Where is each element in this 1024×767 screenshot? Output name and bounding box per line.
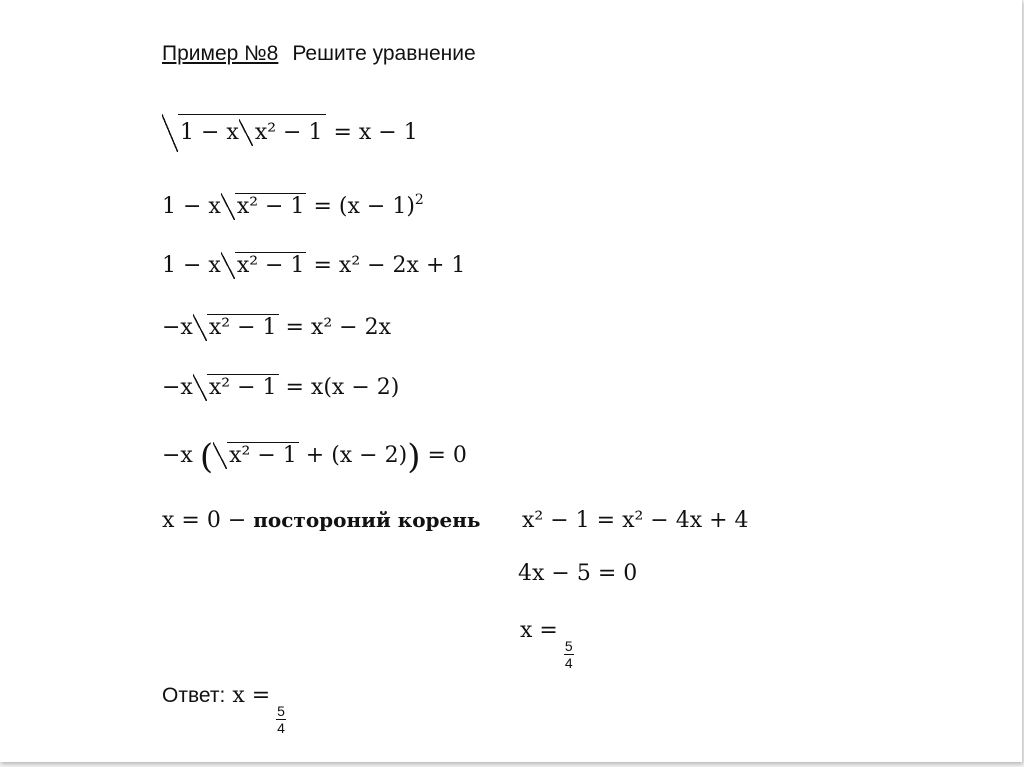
sqrt: x² − 1 [213,445,299,467]
equation-rhs: = 0 [427,443,467,468]
sqrt: x² − 1 [221,196,307,218]
right-line-1: x² − 1 = x² − 4x + 4 [522,508,749,533]
equation-line-4 [162,317,391,339]
outer-sqrt [162,122,326,144]
equation-line-1 [162,122,418,144]
equation-line-3 [162,255,465,277]
right-line-3 [520,620,574,672]
root-value: x = 0 − [162,508,247,533]
term: 1 − x [162,253,221,278]
answer-lhs: x = [232,683,271,708]
answer-fraction: $\frac{5}{4}$ [277,703,285,737]
sqrt: x² − 1 [193,377,279,399]
term: 1 − x [162,194,221,219]
left-paren: ( [199,437,214,477]
equation-rhs: = x(x − 2) [285,375,400,400]
right-paren: ) [407,437,421,477]
equation-rhs: = (x − 1) [313,194,415,219]
fraction: $\frac{5}{4}$ [564,638,573,672]
right-line-2: 4x − 5 = 0 [518,561,638,586]
equation-line-6 [162,437,467,477]
equation-line-7 [162,510,480,532]
equation-line-2 [162,193,424,218]
term: −x [162,375,193,400]
term: −x [162,315,193,340]
term: 1 − x [180,120,239,145]
lhs: x = [520,618,558,643]
answer-label: Ответ: [162,684,226,707]
inner-sqrt: x² − 1 [239,122,325,144]
exponent: 2 [414,192,424,208]
example-title [162,42,476,66]
term: + (x − 2) [305,443,408,468]
equation-rhs: = x² − 2x + 1 [313,253,466,278]
equation-rhs: = x − 1 [333,120,418,145]
extraneous-root-note: постороний корень [253,508,481,532]
equation-rhs: = x² − 2x [285,315,391,340]
answer-line [162,685,286,737]
task-text: Решите уравнение [292,42,476,65]
equation-line-5 [162,377,399,399]
term: −x [162,443,193,468]
example-number: Пример №8 [162,42,279,65]
sqrt: x² − 1 [193,317,279,339]
sqrt: x² − 1 [221,255,307,277]
